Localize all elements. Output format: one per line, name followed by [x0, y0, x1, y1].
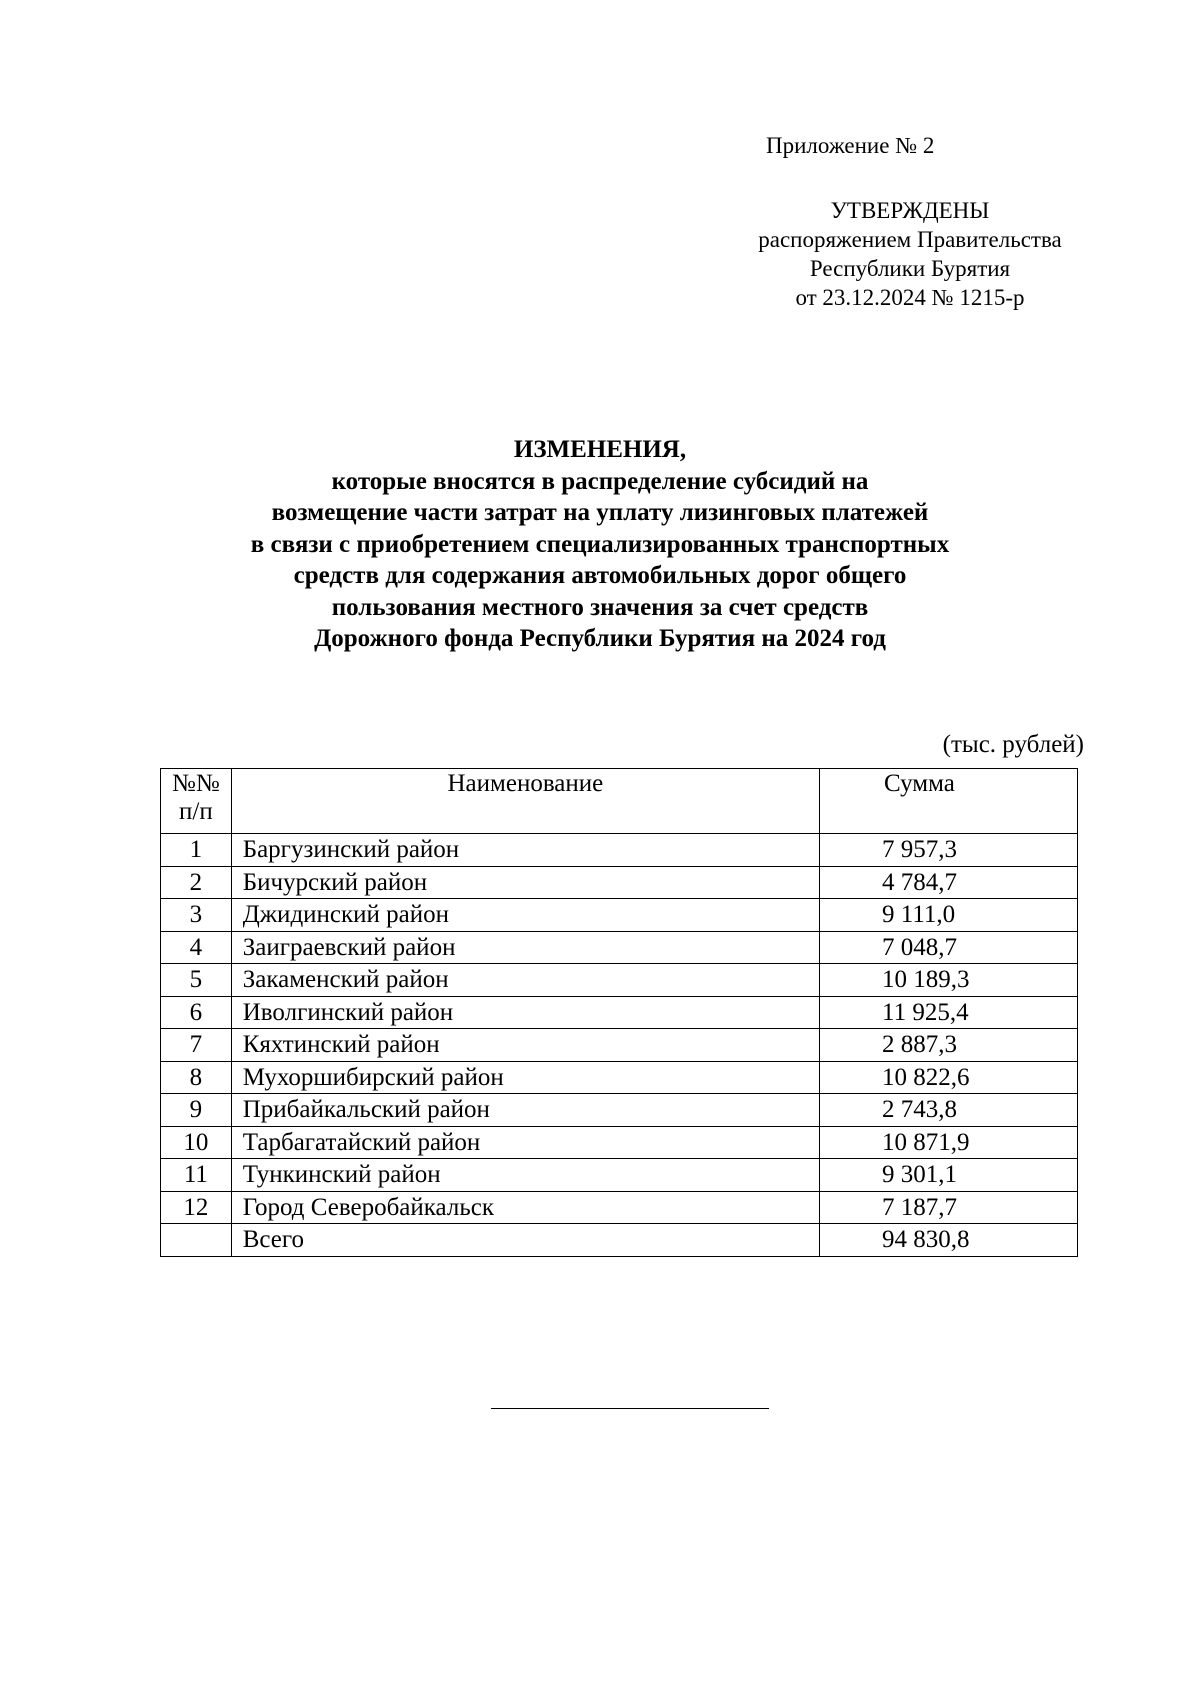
- row-name: Бичурский район: [231, 866, 819, 899]
- title-line: в связи с приобретением специализированных транспортных: [250, 530, 950, 558]
- table-row: [161, 1061, 1078, 1094]
- row-sum: 11 925,4: [820, 996, 1078, 1029]
- title-line: средств для содержания автомобильных дорог общего: [293, 562, 907, 589]
- end-divider-line: [491, 1408, 769, 1409]
- table-row: [161, 996, 1078, 1029]
- row-sum: 2 743,8: [820, 1094, 1078, 1127]
- table-row: [161, 866, 1078, 899]
- table-row: [161, 1159, 1078, 1192]
- row-number: 12: [161, 1191, 232, 1224]
- title-line: которые вносятся в распределение субсидий на: [331, 467, 869, 495]
- row-name: Тункинский район: [231, 1159, 819, 1192]
- row-sum: 10 871,9: [820, 1126, 1078, 1159]
- table-row: [161, 899, 1078, 932]
- row-number: 7: [161, 1029, 232, 1062]
- table-row: [161, 834, 1078, 867]
- table-row: [161, 964, 1078, 997]
- row-name: Закаменский район: [231, 964, 819, 997]
- row-sum: 7 048,7: [820, 931, 1078, 964]
- row-number: 6: [161, 996, 232, 1029]
- header-number-line2: п/п: [179, 798, 213, 825]
- row-number: 9: [161, 1094, 232, 1127]
- row-name: Иволгинский район: [231, 996, 819, 1029]
- row-name: Баргузинский район: [231, 834, 819, 867]
- approval-line: распоряжением Правительства: [758, 227, 1062, 252]
- document-title: [160, 434, 1040, 655]
- row-name: Заиграевский район: [231, 931, 819, 964]
- approval-line: Республики Бурятия: [809, 256, 1011, 281]
- row-name: Джидинский район: [231, 899, 819, 932]
- table-row: [161, 1126, 1078, 1159]
- row-sum: 4 784,7: [820, 866, 1078, 899]
- title-line: Дорожного фонда Республики Бурятия на 2024 год: [314, 625, 886, 652]
- row-number: 4: [161, 931, 232, 964]
- total-sum: 94 830,8: [820, 1224, 1078, 1257]
- header-name: Наименование: [231, 769, 819, 834]
- row-sum: 2 887,3: [820, 1029, 1078, 1062]
- appendix-label: Приложение № 2: [766, 133, 935, 158]
- approval-block: [650, 196, 1170, 312]
- distribution-table: [160, 768, 1078, 1257]
- table-row: [161, 1094, 1078, 1127]
- row-sum: 10 822,6: [820, 1061, 1078, 1094]
- row-name: Тарбагатайский район: [231, 1126, 819, 1159]
- table-row: [161, 1191, 1078, 1224]
- row-sum: 9 301,1: [820, 1159, 1078, 1192]
- approval-date-line: от 23.12.2024 № 1215-р: [795, 285, 1025, 310]
- row-sum: 7 187,7: [820, 1191, 1078, 1224]
- row-number: 8: [161, 1061, 232, 1094]
- row-name: Город Северобайкальск: [231, 1191, 819, 1224]
- title-line: возмещение части затрат на уплату лизинговых платежей: [271, 499, 929, 526]
- table-total-row: [161, 1224, 1078, 1257]
- row-number: 11: [161, 1159, 232, 1192]
- title-line: ИЗМЕНЕНИЯ,: [513, 436, 687, 463]
- units-label: (тыс. рублей): [942, 731, 1084, 758]
- row-sum: 7 957,3: [820, 834, 1078, 867]
- title-line: пользования местного значения за счет средств: [331, 593, 869, 621]
- row-number: 3: [161, 899, 232, 932]
- row-sum: 9 111,0: [820, 899, 1078, 932]
- row-name: Прибайкальский район: [231, 1094, 819, 1127]
- table-row: [161, 931, 1078, 964]
- total-number: [161, 1224, 232, 1257]
- row-sum: 10 189,3: [820, 964, 1078, 997]
- total-label: Всего: [231, 1224, 819, 1257]
- row-number: 5: [161, 964, 232, 997]
- row-number: 10: [161, 1126, 232, 1159]
- approval-line: УТВЕРЖДЕНЫ: [830, 198, 990, 223]
- header-number-line1: №№: [172, 770, 220, 797]
- header-number: [161, 769, 232, 834]
- row-name: Мухоршибирский район: [231, 1061, 819, 1094]
- table-row: [161, 1029, 1078, 1062]
- header-sum: Сумма: [820, 769, 1078, 834]
- row-number: 2: [161, 866, 232, 899]
- table-header-row: [161, 769, 1078, 834]
- row-name: Кяхтинский район: [231, 1029, 819, 1062]
- row-number: 1: [161, 834, 232, 867]
